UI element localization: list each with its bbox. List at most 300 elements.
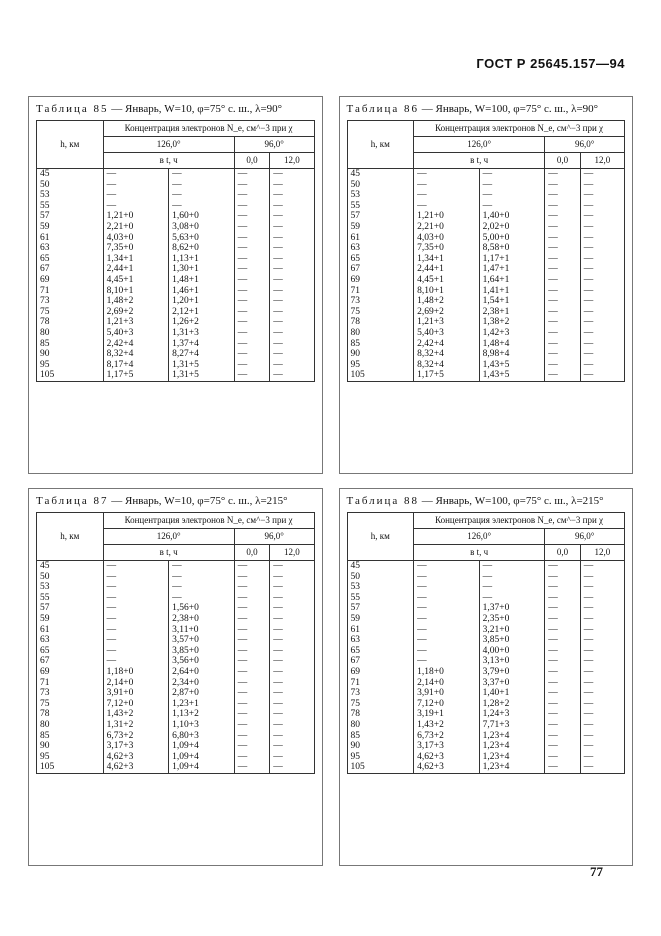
value-t12-chi96: — [580, 339, 624, 350]
table-row [347, 678, 625, 689]
value-t0-chi126: 1,21+0 [414, 211, 480, 222]
value-t12-chi126: 1,30+1 [169, 264, 235, 275]
value-t0-chi96: — [234, 561, 269, 572]
value-t12-chi126: 1,48+4 [479, 339, 545, 350]
value-t0-chi126: 1,48+2 [103, 296, 169, 307]
value-t0-chi126: — [103, 635, 169, 646]
value-t0-chi126: 6,73+2 [103, 731, 169, 742]
table-row [37, 201, 315, 212]
value-t0-chi126: — [414, 625, 480, 636]
value-t12-chi96: — [580, 699, 624, 710]
value-t0-chi96: — [234, 180, 269, 191]
value-t0-chi96: — [545, 317, 580, 328]
value-t0-chi126: — [103, 656, 169, 667]
value-t0-chi96: — [545, 688, 580, 699]
table-row [37, 688, 315, 699]
value-t0-chi96: — [545, 254, 580, 265]
height-cell: 55 [37, 201, 104, 212]
value-t12-chi96: — [580, 286, 624, 297]
value-t0-chi96: — [234, 752, 269, 763]
chi-96-header: 96,0° [545, 137, 625, 153]
value-t0-chi96: — [234, 243, 269, 254]
t0-header: 0,0 [545, 153, 580, 169]
concentration-table [36, 512, 315, 774]
value-t12-chi96: — [270, 625, 314, 636]
table-row [347, 582, 625, 593]
value-t12-chi96: — [580, 317, 624, 328]
height-cell: 55 [37, 593, 104, 604]
value-t12-chi126: 1,48+1 [169, 275, 235, 286]
table-row [347, 370, 625, 381]
value-t12-chi96: — [580, 328, 624, 339]
height-cell: 73 [37, 688, 104, 699]
value-t0-chi126: 1,34+1 [414, 254, 480, 265]
value-t0-chi96: — [545, 561, 580, 572]
value-t12-chi96: — [270, 180, 314, 191]
col-h-header: h, км [347, 513, 414, 561]
value-t0-chi126: 4,62+3 [103, 752, 169, 763]
value-t12-chi96: — [580, 614, 624, 625]
value-t0-chi96: — [545, 572, 580, 583]
value-t12-chi126: 3,08+0 [169, 222, 235, 233]
table-row [37, 561, 315, 572]
value-t0-chi126: — [414, 646, 480, 657]
value-t0-chi96: — [234, 360, 269, 371]
value-t0-chi96: — [234, 593, 269, 604]
value-t0-chi96: — [234, 169, 269, 180]
value-t12-chi96: — [580, 296, 624, 307]
height-cell: 50 [37, 572, 104, 583]
t12-header: 12,0 [580, 545, 624, 561]
value-t0-chi96: — [545, 678, 580, 689]
height-cell: 95 [37, 752, 104, 763]
value-t0-chi96: — [545, 752, 580, 763]
table-row [37, 233, 315, 244]
value-t0-chi126: — [414, 614, 480, 625]
value-t12-chi96: — [270, 678, 314, 689]
value-t0-chi96: — [234, 572, 269, 583]
value-t0-chi126: — [414, 635, 480, 646]
value-t0-chi126: 1,18+0 [103, 667, 169, 678]
table-row [37, 699, 315, 710]
t12-header: 12,0 [580, 153, 624, 169]
value-t0-chi96: — [234, 370, 269, 381]
table-row [37, 243, 315, 254]
value-t0-chi96: — [545, 741, 580, 752]
height-cell: 75 [347, 699, 414, 710]
value-t12-chi126: 3,11+0 [169, 625, 235, 636]
value-t0-chi96: — [234, 222, 269, 233]
height-cell: 45 [347, 169, 414, 180]
height-cell: 69 [37, 667, 104, 678]
table-row [347, 741, 625, 752]
time-header: в t, ч [103, 153, 234, 169]
value-t0-chi126: 7,35+0 [103, 243, 169, 254]
table-row [347, 190, 625, 201]
value-t12-chi126: 1,31+3 [169, 328, 235, 339]
value-t0-chi126: — [414, 180, 480, 191]
value-t12-chi126: — [479, 180, 545, 191]
value-t0-chi96: — [545, 264, 580, 275]
table-row [37, 339, 315, 350]
table-row [347, 699, 625, 710]
value-t12-chi96: — [270, 349, 314, 360]
table-row [37, 572, 315, 583]
value-t12-chi126: 1,38+2 [479, 317, 545, 328]
value-t12-chi96: — [270, 752, 314, 763]
value-t0-chi126: 7,12+0 [103, 699, 169, 710]
table-row [347, 667, 625, 678]
height-cell: 80 [347, 720, 414, 731]
height-cell: 75 [37, 699, 104, 710]
height-cell: 73 [347, 688, 414, 699]
value-t12-chi126: 1,31+5 [169, 360, 235, 371]
table-body [347, 169, 625, 382]
value-t12-chi126: 4,00+0 [479, 646, 545, 657]
value-t12-chi126: 1,41+1 [479, 286, 545, 297]
table-row [37, 614, 315, 625]
table-caption-rest: — Январь, W=10, φ=75° с. ш., λ=90° [111, 103, 283, 115]
table-87 [28, 488, 323, 866]
value-t12-chi126: — [169, 593, 235, 604]
t12-header: 12,0 [270, 153, 314, 169]
table-row [37, 603, 315, 614]
value-t0-chi126: — [103, 572, 169, 583]
value-t12-chi96: — [270, 593, 314, 604]
value-t0-chi96: — [545, 190, 580, 201]
t12-header: 12,0 [270, 545, 314, 561]
height-cell: 50 [347, 572, 414, 583]
height-cell: 71 [347, 286, 414, 297]
value-t0-chi126: — [103, 190, 169, 201]
value-t0-chi96: — [234, 275, 269, 286]
value-t0-chi96: — [234, 678, 269, 689]
chi-126-header: 126,0° [414, 529, 545, 545]
table-row [37, 317, 315, 328]
value-t0-chi126: 8,32+4 [103, 349, 169, 360]
value-t12-chi96: — [580, 731, 624, 742]
height-cell: 78 [347, 317, 414, 328]
table-caption [36, 495, 315, 508]
value-t12-chi96: — [580, 349, 624, 360]
value-t0-chi96: — [545, 339, 580, 350]
col-h-header: h, км [347, 121, 414, 169]
chi-126-header: 126,0° [103, 137, 234, 153]
table-row [347, 635, 625, 646]
value-t12-chi126: — [169, 190, 235, 201]
value-t0-chi96: — [545, 360, 580, 371]
height-cell: 53 [347, 582, 414, 593]
value-t12-chi96: — [580, 572, 624, 583]
value-t12-chi96: — [580, 709, 624, 720]
value-t0-chi96: — [234, 720, 269, 731]
height-cell: 71 [37, 678, 104, 689]
value-t0-chi126: — [103, 561, 169, 572]
value-t0-chi126: 8,32+4 [414, 360, 480, 371]
table-row [37, 180, 315, 191]
value-t12-chi96: — [580, 233, 624, 244]
value-t12-chi96: — [580, 667, 624, 678]
table-row [347, 201, 625, 212]
value-t0-chi96: — [545, 275, 580, 286]
value-t12-chi96: — [580, 211, 624, 222]
value-t12-chi96: — [580, 190, 624, 201]
value-t0-chi96: — [234, 635, 269, 646]
value-t12-chi126: — [479, 572, 545, 583]
table-row [37, 646, 315, 657]
value-t12-chi126: 2,35+0 [479, 614, 545, 625]
value-t0-chi126: 8,32+4 [414, 349, 480, 360]
value-t0-chi126: — [414, 593, 480, 604]
value-t0-chi96: — [545, 582, 580, 593]
height-cell: 57 [37, 211, 104, 222]
table-85 [28, 96, 323, 474]
value-t12-chi126: 5,63+0 [169, 233, 235, 244]
value-t0-chi96: — [545, 243, 580, 254]
value-t0-chi96: — [545, 349, 580, 360]
value-t12-chi126: — [169, 201, 235, 212]
height-cell: 50 [347, 180, 414, 191]
height-cell: 65 [37, 646, 104, 657]
value-t0-chi126: 2,69+2 [103, 307, 169, 318]
value-t12-chi96: — [270, 603, 314, 614]
value-t0-chi96: — [545, 667, 580, 678]
value-t12-chi96: — [270, 646, 314, 657]
table-row [347, 731, 625, 742]
value-t12-chi96: — [270, 561, 314, 572]
table-row [37, 307, 315, 318]
value-t12-chi126: 2,34+0 [169, 678, 235, 689]
value-t0-chi126: 4,62+3 [414, 752, 480, 763]
value-t12-chi126: 1,54+1 [479, 296, 545, 307]
value-t12-chi96: — [580, 201, 624, 212]
table-row [347, 211, 625, 222]
height-cell: 85 [347, 731, 414, 742]
height-cell: 53 [37, 190, 104, 201]
height-cell: 67 [37, 656, 104, 667]
height-cell: 45 [347, 561, 414, 572]
value-t0-chi96: — [545, 328, 580, 339]
height-cell: 53 [347, 190, 414, 201]
value-t12-chi96: — [580, 720, 624, 731]
value-t12-chi126: 1,64+1 [479, 275, 545, 286]
height-cell: 90 [347, 741, 414, 752]
table-row [347, 233, 625, 244]
height-cell: 63 [347, 243, 414, 254]
table-row [347, 625, 625, 636]
table-row [37, 656, 315, 667]
value-t0-chi96: — [545, 370, 580, 381]
height-cell: 90 [37, 349, 104, 360]
table-row [37, 169, 315, 180]
height-cell: 90 [347, 349, 414, 360]
value-t12-chi96: — [270, 741, 314, 752]
page-header: ГОСТ Р 25645.157—94 [476, 56, 625, 71]
value-t12-chi96: — [270, 360, 314, 371]
value-t0-chi126: — [414, 201, 480, 212]
table-body [37, 169, 315, 382]
table-86 [339, 96, 634, 474]
value-t0-chi96: — [545, 593, 580, 604]
value-t12-chi126: 5,00+0 [479, 233, 545, 244]
value-t12-chi126: 1,23+4 [479, 752, 545, 763]
t0-header: 0,0 [234, 545, 269, 561]
table-row [347, 286, 625, 297]
value-t12-chi126: 3,85+0 [479, 635, 545, 646]
value-t0-chi126: 8,10+1 [414, 286, 480, 297]
value-t0-chi96: — [234, 264, 269, 275]
value-t0-chi126: — [103, 180, 169, 191]
value-t12-chi96: — [580, 254, 624, 265]
value-t0-chi96: — [545, 635, 580, 646]
height-cell: 105 [347, 762, 414, 773]
value-t12-chi96: — [580, 635, 624, 646]
table-row [347, 339, 625, 350]
value-t12-chi126: 3,56+0 [169, 656, 235, 667]
table-row [37, 667, 315, 678]
height-cell: 71 [347, 678, 414, 689]
conc-header: Концентрация электронов N_e, см^−3 при χ [414, 121, 625, 137]
value-t12-chi126: 1,09+4 [169, 762, 235, 773]
value-t0-chi126: — [414, 572, 480, 583]
value-t0-chi96: — [545, 709, 580, 720]
conc-header: Концентрация электронов N_e, см^−3 при χ [103, 121, 314, 137]
col-h-header: h, км [37, 513, 104, 561]
value-t12-chi96: — [270, 699, 314, 710]
value-t0-chi126: 1,17+5 [103, 370, 169, 381]
value-t0-chi96: — [234, 286, 269, 297]
height-cell: 69 [347, 667, 414, 678]
table-row [347, 614, 625, 625]
value-t0-chi126: 2,21+0 [414, 222, 480, 233]
value-t0-chi126: 1,43+2 [414, 720, 480, 731]
value-t0-chi126: 3,91+0 [414, 688, 480, 699]
value-t12-chi126: 3,79+0 [479, 667, 545, 678]
table-caption [347, 495, 626, 508]
value-t0-chi96: — [234, 211, 269, 222]
height-cell: 59 [37, 614, 104, 625]
page-number: 77 [590, 864, 603, 879]
value-t12-chi96: — [270, 190, 314, 201]
table-row [37, 635, 315, 646]
height-cell: 78 [37, 709, 104, 720]
height-cell: 59 [347, 614, 414, 625]
table-row [37, 296, 315, 307]
table-row [37, 370, 315, 381]
table-row [347, 720, 625, 731]
value-t12-chi126: 8,62+0 [169, 243, 235, 254]
value-t0-chi96: — [234, 667, 269, 678]
value-t0-chi126: 2,14+0 [103, 678, 169, 689]
value-t0-chi96: — [545, 307, 580, 318]
value-t12-chi126: 2,02+0 [479, 222, 545, 233]
height-cell: 57 [37, 603, 104, 614]
value-t12-chi96: — [270, 211, 314, 222]
value-t0-chi126: 6,73+2 [414, 731, 480, 742]
value-t0-chi96: — [234, 603, 269, 614]
height-cell: 75 [347, 307, 414, 318]
value-t12-chi96: — [270, 370, 314, 381]
value-t12-chi96: — [580, 646, 624, 657]
height-cell: 78 [37, 317, 104, 328]
value-t0-chi96: — [234, 328, 269, 339]
value-t0-chi126: 1,48+2 [414, 296, 480, 307]
value-t12-chi126: 1,17+1 [479, 254, 545, 265]
chi-96-header: 96,0° [545, 529, 625, 545]
value-t12-chi126: — [479, 582, 545, 593]
table-row [37, 286, 315, 297]
value-t0-chi126: 7,12+0 [414, 699, 480, 710]
value-t12-chi96: — [270, 286, 314, 297]
chi-126-header: 126,0° [103, 529, 234, 545]
value-t12-chi96: — [580, 688, 624, 699]
value-t12-chi96: — [270, 762, 314, 773]
value-t0-chi126: 4,45+1 [414, 275, 480, 286]
value-t0-chi126: 1,17+5 [414, 370, 480, 381]
value-t12-chi126: — [169, 169, 235, 180]
value-t12-chi126: 1,43+5 [479, 360, 545, 371]
height-cell: 61 [37, 625, 104, 636]
value-t12-chi96: — [580, 180, 624, 191]
value-t0-chi96: — [234, 656, 269, 667]
value-t12-chi126: — [479, 190, 545, 201]
value-t0-chi126: 1,31+2 [103, 720, 169, 731]
value-t12-chi126: 1,46+1 [169, 286, 235, 297]
value-t12-chi126: 2,64+0 [169, 667, 235, 678]
table-row [37, 731, 315, 742]
table-row [37, 254, 315, 265]
value-t0-chi96: — [545, 169, 580, 180]
concentration-table [36, 120, 315, 382]
table-row [347, 688, 625, 699]
value-t0-chi126: 1,21+3 [414, 317, 480, 328]
table-row [347, 709, 625, 720]
table-row [347, 561, 625, 572]
value-t12-chi126: 1,37+4 [169, 339, 235, 350]
table-row [347, 169, 625, 180]
table-row [347, 349, 625, 360]
value-t12-chi126: 2,38+0 [169, 614, 235, 625]
value-t12-chi126: 2,87+0 [169, 688, 235, 699]
value-t12-chi96: — [270, 317, 314, 328]
conc-header: Концентрация электронов N_e, см^−3 при χ [103, 513, 314, 529]
value-t0-chi126: — [103, 646, 169, 657]
chi-126-header: 126,0° [414, 137, 545, 153]
table-row [37, 349, 315, 360]
value-t12-chi126: 8,58+0 [479, 243, 545, 254]
chi-96-header: 96,0° [234, 529, 314, 545]
table-row [37, 190, 315, 201]
value-t0-chi126: — [414, 561, 480, 572]
height-cell: 45 [37, 169, 104, 180]
value-t12-chi126: 1,40+0 [479, 211, 545, 222]
value-t12-chi126: 1,10+3 [169, 720, 235, 731]
height-cell: 57 [347, 211, 414, 222]
value-t0-chi96: — [234, 646, 269, 657]
value-t0-chi96: — [234, 699, 269, 710]
height-cell: 73 [37, 296, 104, 307]
table-caption-lead: Таблица 85 [36, 103, 109, 115]
table-caption-lead: Таблица 88 [346, 495, 420, 507]
value-t12-chi126: — [479, 593, 545, 604]
value-t0-chi126: — [414, 603, 480, 614]
value-t12-chi96: — [270, 264, 314, 275]
value-t12-chi96: — [580, 593, 624, 604]
value-t0-chi126: 2,69+2 [414, 307, 480, 318]
height-cell: 63 [347, 635, 414, 646]
value-t12-chi126: — [479, 561, 545, 572]
value-t0-chi126: 4,03+0 [103, 233, 169, 244]
